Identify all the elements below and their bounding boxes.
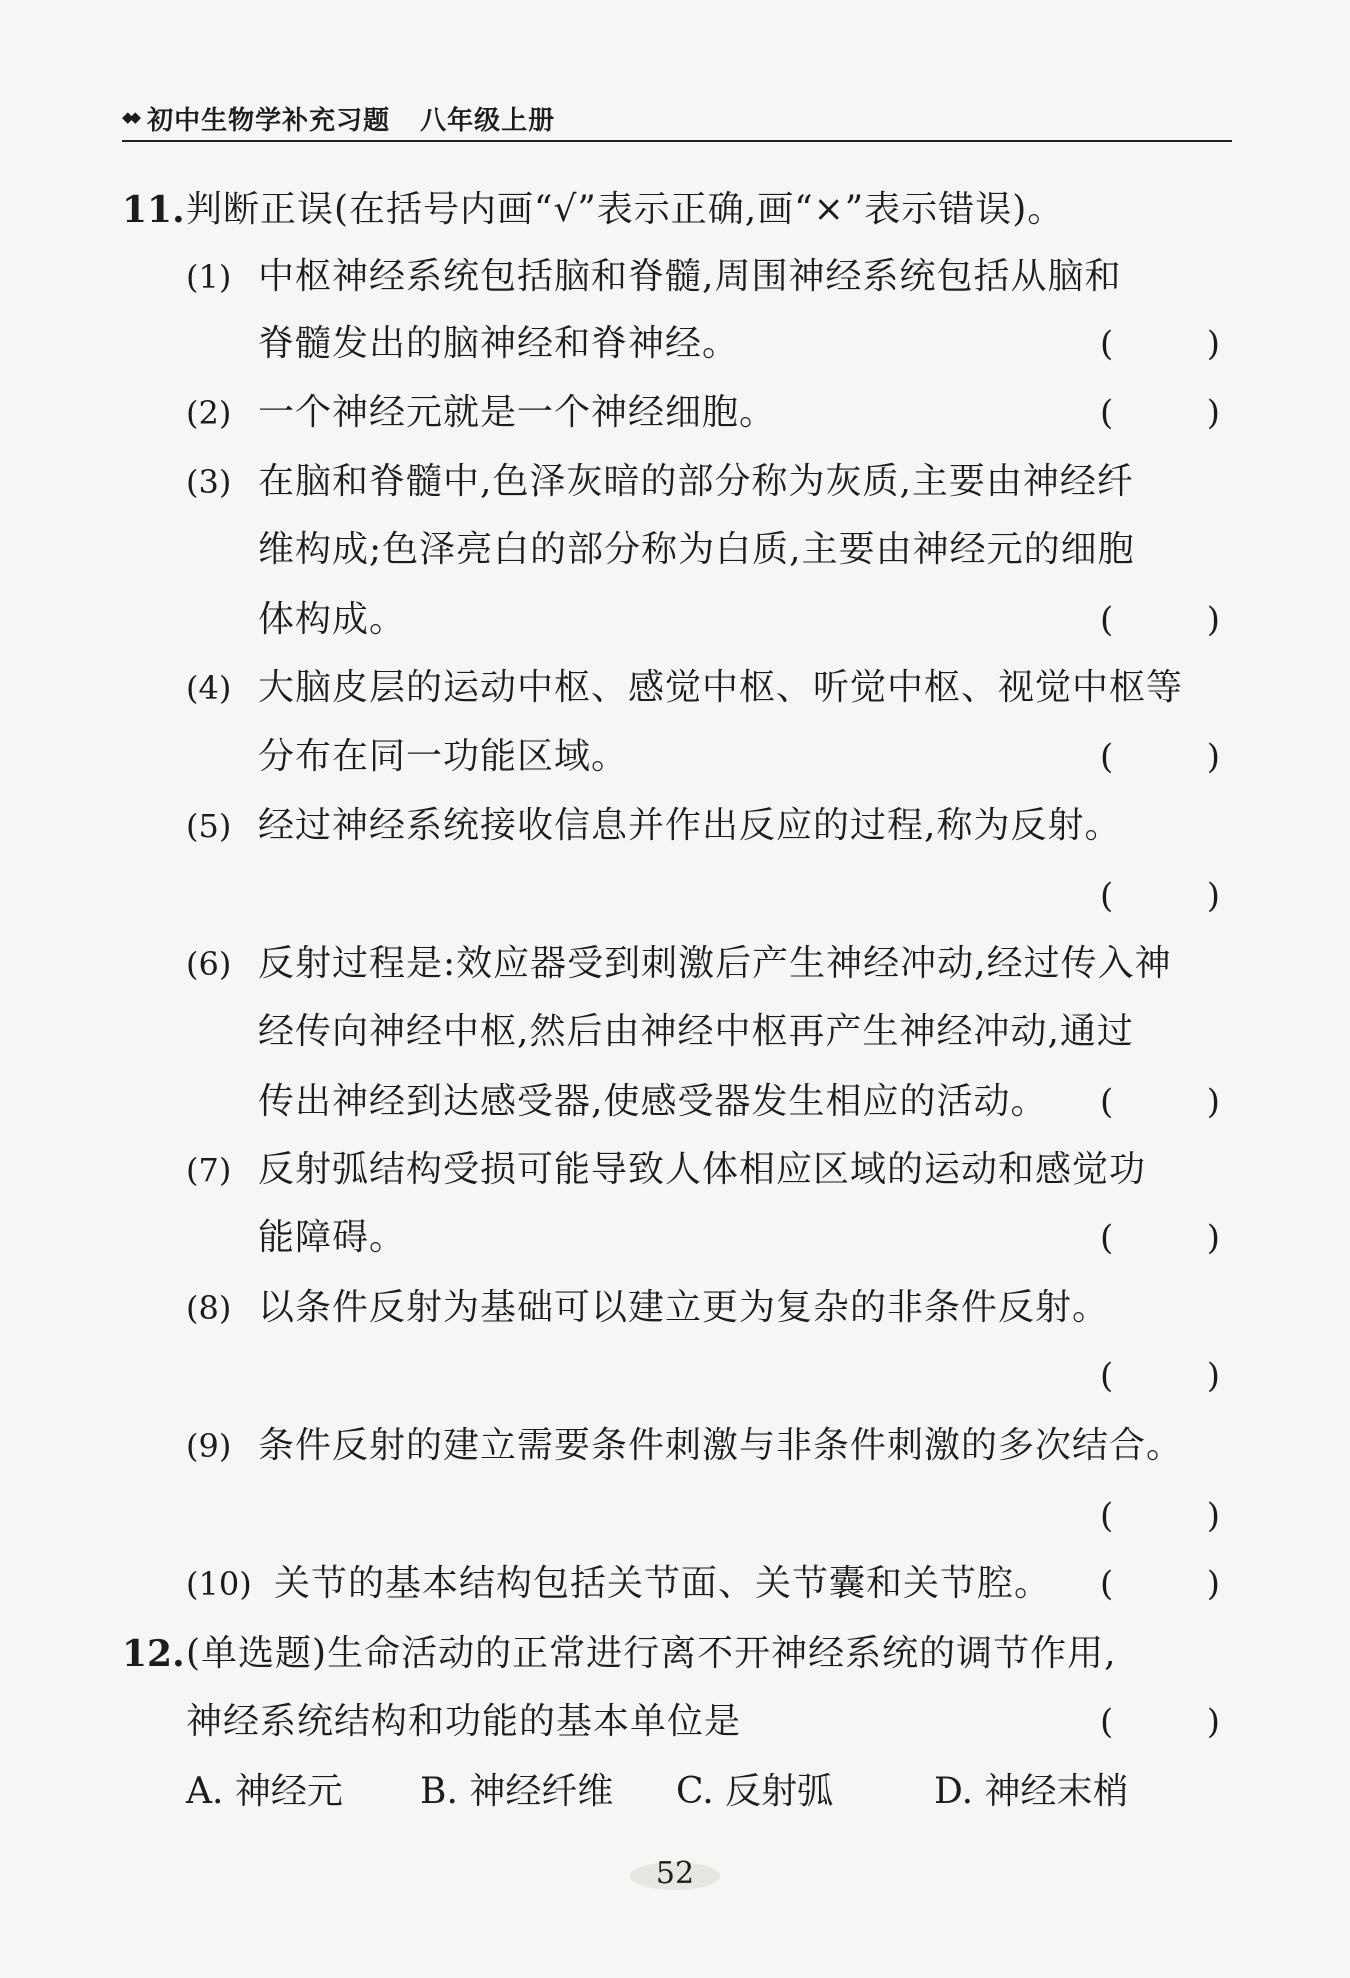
question-12-line-1: (单选题)生命活动的正常进行离不开神经系统的调节作用, bbox=[186, 1633, 1117, 1674]
item-9-number: (9) bbox=[186, 1427, 232, 1465]
item-7-line-1: 反射弧结构受损可能导致人体相应区域的运动和感觉功 bbox=[258, 1149, 1147, 1190]
item-10-line-1: 关节的基本结构包括关节面、关节囊和关节腔。 bbox=[274, 1563, 1052, 1604]
item-3-line-2: 维构成;色泽亮白的部分称为白质,主要由神经元的细胞 bbox=[258, 529, 1135, 570]
item-1-line-2: 脊髓发出的脑神经和脊神经。 bbox=[258, 323, 740, 364]
item-3-line-1: 在脑和脊髓中,色泽灰暗的部分称为灰质,主要由神经纤 bbox=[258, 461, 1134, 502]
question-11-stem: 判断正误(在括号内画“√”表示正确,画“×”表示错误)。 bbox=[186, 189, 1065, 230]
answer-bracket-3[interactable]: ( ) bbox=[1100, 600, 1220, 640]
item-1-number: (1) bbox=[186, 258, 232, 296]
item-4-line-1: 大脑皮层的运动中枢、感觉中枢、听觉中枢、视觉中枢等 bbox=[258, 667, 1184, 708]
question-12-number: 12. bbox=[122, 1633, 185, 1675]
item-6-line-3: 传出神经到达感受器,使感受器发生相应的活动。 bbox=[258, 1081, 1048, 1122]
book-grade: 八年级上册 bbox=[420, 105, 556, 136]
answer-bracket-4[interactable]: ( ) bbox=[1100, 737, 1220, 777]
item-2-number: (2) bbox=[186, 394, 232, 432]
answer-bracket-12[interactable]: ( ) bbox=[1100, 1702, 1220, 1742]
answer-bracket-5[interactable]: ( ) bbox=[1100, 876, 1220, 916]
item-1-line-1: 中枢神经系统包括脑和脊髓,周围神经系统包括从脑和 bbox=[258, 256, 1122, 297]
item-5-number: (5) bbox=[186, 807, 232, 845]
item-7-number: (7) bbox=[186, 1151, 232, 1189]
item-8-line-1: 以条件反射为基础可以建立更为复杂的非条件反射。 bbox=[258, 1287, 1110, 1328]
item-3-number: (3) bbox=[186, 463, 232, 501]
choice-b[interactable]: B. 神经纤维 bbox=[420, 1771, 614, 1812]
choice-a[interactable]: A. 神经元 bbox=[186, 1771, 343, 1812]
answer-bracket-9[interactable]: ( ) bbox=[1100, 1496, 1220, 1536]
double-diamond-icon: ◆◆ bbox=[122, 108, 138, 126]
choice-c[interactable]: C. 反射弧 bbox=[676, 1771, 834, 1812]
item-7-line-2: 能障碍。 bbox=[258, 1217, 407, 1258]
answer-bracket-7[interactable]: ( ) bbox=[1100, 1218, 1220, 1258]
item-6-line-1: 反射过程是:效应器受到刺激后产生神经冲动,经过传入神 bbox=[258, 943, 1172, 984]
book-title: 初中生物学补充习题 bbox=[147, 105, 391, 136]
page-number: 52 bbox=[655, 1856, 695, 1891]
item-4-line-2: 分布在同一功能区域。 bbox=[258, 736, 629, 777]
item-8-number: (8) bbox=[186, 1289, 232, 1327]
item-6-number: (6) bbox=[186, 945, 232, 983]
answer-bracket-1[interactable]: ( ) bbox=[1100, 324, 1220, 364]
item-5-line-1: 经过神经系统接收信息并作出反应的过程,称为反射。 bbox=[258, 805, 1122, 846]
item-10-number: (10) bbox=[186, 1565, 252, 1603]
item-4-number: (4) bbox=[186, 669, 232, 707]
page-header bbox=[122, 96, 1232, 142]
item-3-line-3: 体构成。 bbox=[258, 599, 407, 640]
answer-bracket-6[interactable]: ( ) bbox=[1100, 1082, 1220, 1122]
question-12-line-2: 神经系统结构和功能的基本单位是 bbox=[186, 1701, 742, 1742]
item-6-line-2: 经传向神经中枢,然后由神经中枢再产生神经冲动,通过 bbox=[258, 1011, 1134, 1052]
choice-d[interactable]: D. 神经末梢 bbox=[934, 1771, 1129, 1812]
answer-bracket-8[interactable]: ( ) bbox=[1100, 1356, 1220, 1396]
item-9-line-1: 条件反射的建立需要条件刺激与非条件刺激的多次结合。 bbox=[258, 1425, 1184, 1466]
answer-bracket-2[interactable]: ( ) bbox=[1100, 393, 1220, 433]
item-2-line-1: 一个神经元就是一个神经细胞。 bbox=[258, 392, 777, 433]
answer-bracket-10[interactable]: ( ) bbox=[1100, 1564, 1220, 1604]
question-11-number: 11. bbox=[122, 189, 185, 231]
